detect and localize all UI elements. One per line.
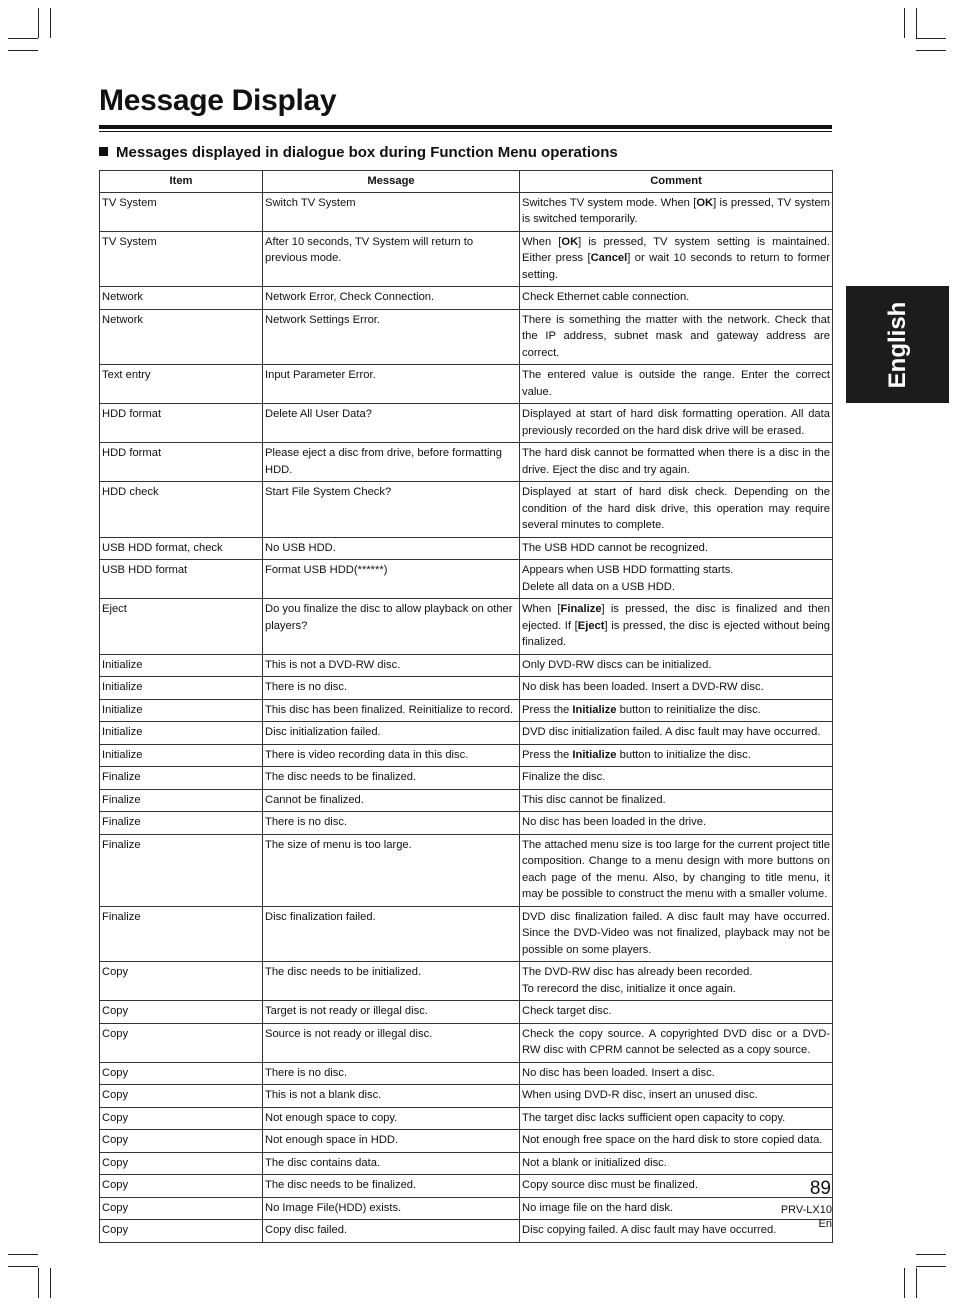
crop-mark — [8, 38, 38, 39]
cell-message: Input Parameter Error. — [263, 365, 520, 404]
cell-item: Initialize — [100, 744, 263, 767]
crop-mark — [916, 1254, 946, 1255]
column-header-item: Item — [100, 171, 263, 193]
cell-message: There is video recording data in this disc. — [263, 744, 520, 767]
table-body — [100, 192, 833, 1242]
cell-comment: When [OK] is pressed, TV system setting is maintained. Either press [Cancel] or wait 10 seconds to return to former setting. — [520, 231, 833, 287]
cell-comment: Copy source disc must be finalized. — [520, 1175, 833, 1198]
cell-message: There is no disc. — [263, 677, 520, 700]
cell-comment: The target disc lacks sufficient open capacity to copy. — [520, 1107, 833, 1130]
cell-comment: This disc cannot be finalized. — [520, 789, 833, 812]
cell-item: Copy — [100, 1001, 263, 1024]
cell-comment: Displayed at start of hard disk check. Depending on the condition of the hard disk drive, this operation may require several minutes to complete. — [520, 482, 833, 538]
model-code — [781, 1203, 832, 1231]
cell-message: Not enough space to copy. — [263, 1107, 520, 1130]
cell-message: Source is not ready or illegal disc. — [263, 1023, 520, 1062]
language-code: En — [818, 1218, 832, 1230]
cell-message: Network Error, Check Connection. — [263, 287, 520, 310]
cell-message: This disc has been finalized. Reinitialize to record. — [263, 699, 520, 722]
cell-comment: No disc has been loaded in the drive. — [520, 812, 833, 835]
cell-item: USB HDD format, check — [100, 537, 263, 560]
cell-message: The size of menu is too large. — [263, 834, 520, 906]
cell-item: Eject — [100, 599, 263, 655]
cell-comment: Press the Initialize button to initialize the disc. — [520, 744, 833, 767]
cell-item: Initialize — [100, 677, 263, 700]
cell-item: Network — [100, 309, 263, 365]
table-row — [100, 231, 833, 287]
cell-comment: There is something the matter with the network. Check that the IP address, subnet mask and gateway address are correct. — [520, 309, 833, 365]
cell-item: Copy — [100, 1023, 263, 1062]
cell-item: USB HDD format — [100, 560, 263, 599]
cell-message: Disc finalization failed. — [263, 906, 520, 962]
table-row — [100, 906, 833, 962]
cell-message: Not enough space in HDD. — [263, 1130, 520, 1153]
cell-item: Finalize — [100, 906, 263, 962]
cell-item: TV System — [100, 192, 263, 231]
table-row — [100, 654, 833, 677]
cell-comment: Displayed at start of hard disk formatting operation. All data previously recorded on the hard disk drive will be erased. — [520, 404, 833, 443]
table-row — [100, 722, 833, 745]
cell-item: Copy — [100, 1220, 263, 1243]
section-heading-text: Messages displayed in dialogue box during Function Menu operations — [116, 144, 618, 161]
cell-message: No USB HDD. — [263, 537, 520, 560]
crop-mark — [916, 1266, 946, 1267]
crop-mark — [50, 1268, 51, 1298]
cell-message: Start File System Check? — [263, 482, 520, 538]
cell-comment: When [Finalize] is pressed, the disc is finalized and then ejected. If [Eject] is pressed, the disc is ejected without being finalized. — [520, 599, 833, 655]
title-rule — [99, 131, 832, 132]
cell-message: There is no disc. — [263, 1062, 520, 1085]
cell-item: Text entry — [100, 365, 263, 404]
cell-item: Finalize — [100, 834, 263, 906]
page-title: Message Display — [99, 84, 337, 117]
cell-comment: Not a blank or initialized disc. — [520, 1152, 833, 1175]
table-row — [100, 1001, 833, 1024]
crop-mark — [50, 8, 51, 38]
cell-message: Cannot be finalized. — [263, 789, 520, 812]
cell-message: Format USB HDD(******) — [263, 560, 520, 599]
table-row — [100, 834, 833, 906]
cell-message: Network Settings Error. — [263, 309, 520, 365]
table-row — [100, 1085, 833, 1108]
language-tab — [846, 286, 949, 403]
cell-comment: The attached menu size is too large for the current project title composition. Change to a menu design with more buttons on each page of the menu. Also, by changing to title menu, it may be possible to construct the menu with a smaller volume. — [520, 834, 833, 906]
cell-item: Finalize — [100, 789, 263, 812]
crop-mark — [904, 1268, 905, 1298]
cell-comment: Finalize the disc. — [520, 767, 833, 790]
cell-comment: DVD disc finalization failed. A disc fault may have occurred. Since the DVD-Video was not finalized, playback may not be possible on some players. — [520, 906, 833, 962]
language-tab-label: English — [883, 301, 911, 388]
cell-comment: Press the Initialize button to reinitialize the disc. — [520, 699, 833, 722]
table-row — [100, 1152, 833, 1175]
cell-comment: No image file on the hard disk. — [520, 1197, 833, 1220]
cell-item: Copy — [100, 1085, 263, 1108]
cell-item: Copy — [100, 1152, 263, 1175]
cell-message: After 10 seconds, TV System will return to previous mode. — [263, 231, 520, 287]
crop-mark — [8, 1266, 38, 1267]
cell-item: HDD format — [100, 443, 263, 482]
cell-comment: When using DVD-R disc, insert an unused disc. — [520, 1085, 833, 1108]
crop-mark — [916, 50, 946, 51]
cell-message: This is not a blank disc. — [263, 1085, 520, 1108]
cell-message: Disc initialization failed. — [263, 722, 520, 745]
table-row — [100, 1197, 833, 1220]
cell-item: Copy — [100, 962, 263, 1001]
cell-item: HDD format — [100, 404, 263, 443]
model-name: PRV-LX10 — [780, 1204, 832, 1216]
crop-mark — [38, 1268, 39, 1298]
cell-comment: No disc has been loaded. Insert a disc. — [520, 1062, 833, 1085]
cell-message: Do you finalize the disc to allow playback on other players? — [263, 599, 520, 655]
table-row — [100, 962, 833, 1001]
cell-comment: Not enough free space on the hard disk to store copied data. — [520, 1130, 833, 1153]
table-row — [100, 365, 833, 404]
table-header-row — [100, 171, 833, 193]
table-row — [100, 812, 833, 835]
table-row — [100, 1130, 833, 1153]
cell-comment: The entered value is outside the range. Enter the correct value. — [520, 365, 833, 404]
table-row — [100, 443, 833, 482]
cell-message: Copy disc failed. — [263, 1220, 520, 1243]
cell-comment: Only DVD-RW discs can be initialized. — [520, 654, 833, 677]
table-row — [100, 1220, 833, 1243]
crop-mark — [916, 1268, 917, 1298]
cell-comment: Check target disc. — [520, 1001, 833, 1024]
cell-message: No Image File(HDD) exists. — [263, 1197, 520, 1220]
page-number: 89 — [809, 1178, 831, 1199]
cell-comment: Disc copying failed. A disc fault may have occurred. — [520, 1220, 833, 1243]
cell-item: Initialize — [100, 699, 263, 722]
column-header-message: Message — [263, 171, 520, 193]
cell-message: The disc needs to be initialized. — [263, 962, 520, 1001]
crop-mark — [904, 8, 905, 38]
cell-item: Finalize — [100, 767, 263, 790]
table-row — [100, 1062, 833, 1085]
section-heading — [99, 144, 618, 161]
cell-comment: The USB HDD cannot be recognized. — [520, 537, 833, 560]
table-row — [100, 404, 833, 443]
cell-message: Delete All User Data? — [263, 404, 520, 443]
cell-comment: Switches TV system mode. When [OK] is pressed, TV system is switched temporarily. — [520, 192, 833, 231]
cell-item: Finalize — [100, 812, 263, 835]
table-row — [100, 309, 833, 365]
table-row — [100, 1023, 833, 1062]
cell-comment: Check Ethernet cable connection. — [520, 287, 833, 310]
cell-message: The disc needs to be finalized. — [263, 767, 520, 790]
cell-message: There is no disc. — [263, 812, 520, 835]
cell-message: Please eject a disc from drive, before formatting HDD. — [263, 443, 520, 482]
table-row — [100, 537, 833, 560]
table-row — [100, 599, 833, 655]
cell-item: HDD check — [100, 482, 263, 538]
cell-message: This is not a DVD-RW disc. — [263, 654, 520, 677]
cell-message: The disc needs to be finalized. — [263, 1175, 520, 1198]
cell-message: Target is not ready or illegal disc. — [263, 1001, 520, 1024]
crop-mark — [8, 1254, 38, 1255]
crop-mark — [916, 8, 917, 38]
message-table — [99, 170, 833, 1243]
cell-item: Copy — [100, 1175, 263, 1198]
cell-item: Initialize — [100, 654, 263, 677]
cell-item: Network — [100, 287, 263, 310]
cell-item: Copy — [100, 1197, 263, 1220]
cell-message: Switch TV System — [263, 192, 520, 231]
table-row — [100, 789, 833, 812]
table-row — [100, 1175, 833, 1198]
table-row — [100, 560, 833, 599]
table-row — [100, 1107, 833, 1130]
cell-item: Copy — [100, 1130, 263, 1153]
crop-mark — [8, 50, 38, 51]
table-row — [100, 744, 833, 767]
table-row — [100, 482, 833, 538]
cell-comment: Appears when USB HDD formatting starts. Delete all data on a USB HDD. — [520, 560, 833, 599]
table-row — [100, 699, 833, 722]
cell-comment: The hard disk cannot be formatted when there is a disc in the drive. Eject the disc and try again. — [520, 443, 833, 482]
cell-item: Copy — [100, 1062, 263, 1085]
cell-message: The disc contains data. — [263, 1152, 520, 1175]
title-rule — [99, 125, 832, 129]
column-header-comment: Comment — [520, 171, 833, 193]
table-row — [100, 767, 833, 790]
table-row — [100, 287, 833, 310]
square-bullet-icon — [99, 147, 108, 156]
cell-comment: The DVD-RW disc has already been recorded. To rerecord the disc, initialize it once again. — [520, 962, 833, 1001]
crop-mark — [916, 38, 946, 39]
cell-item: TV System — [100, 231, 263, 287]
cell-comment: No disk has been loaded. Insert a DVD-RW disc. — [520, 677, 833, 700]
table-row — [100, 677, 833, 700]
cell-comment: DVD disc initialization failed. A disc fault may have occurred. — [520, 722, 833, 745]
cell-item: Initialize — [100, 722, 263, 745]
cell-comment: Check the copy source. A copyrighted DVD disc or a DVD-RW disc with CPRM cannot be selected as a copy source. — [520, 1023, 833, 1062]
cell-item: Copy — [100, 1107, 263, 1130]
crop-mark — [38, 8, 39, 38]
table-row — [100, 192, 833, 231]
